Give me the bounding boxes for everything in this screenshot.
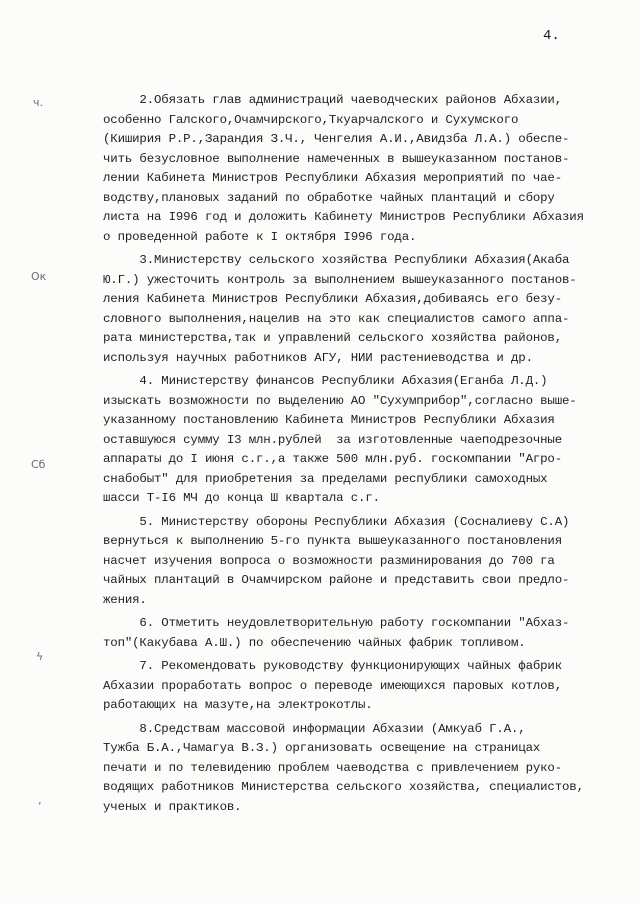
paragraph-p4	[103, 372, 623, 509]
text-line: указанному постановлению Кабинета Министров Республики Абхазия	[103, 413, 555, 427]
paragraph-p8	[103, 720, 623, 818]
text-line: насчет изучения вопроса о возможности разминирования до 700 га	[103, 553, 555, 568]
text-line: 8.Средствам массовой информации Абхазии (Амкуаб Г.А.,	[103, 721, 526, 736]
paragraph-p3	[103, 251, 623, 368]
text-line: шасси Т-I6 МЧ до конца Ш квартала с.г.	[103, 491, 380, 505]
text-line: работающих на мазуте,на электрокотлы.	[103, 698, 373, 712]
margin-mark: Сб	[31, 458, 46, 471]
text-line: ления Кабинета Министров Республики Абхазия,добиваясь его безу-	[103, 292, 562, 306]
text-line: жения.	[103, 592, 147, 607]
margin-mark: ч.	[33, 96, 43, 109]
text-line: 4. Министерству финансов Республики Абхазия(Еганба Л.Д.)	[103, 374, 548, 388]
text-line: Абхазии проработать вопрос о переводе имеющихся паровых котлов,	[103, 678, 562, 693]
text-line: рата министерства,так и управлений сельского хозяйства районов,	[103, 331, 562, 345]
text-line: (Киширия Р.Р.,Зарандия З.Ч., Ченгелия А.И.,Авидзба Л.А.) обеспе-	[103, 132, 570, 146]
text-line: изыскать возможности по выделению АО "Сухумприбор",согласно выше-	[103, 393, 577, 408]
text-line: 2.Обязать глав администраций чаеводческих районов Абхазии,	[103, 93, 562, 107]
text-line: используя научных работников АГУ, НИИ растениеводства и др.	[103, 350, 533, 365]
text-line: 5. Министерству обороны Республики Абхазия (Сосналиеву С.А)	[103, 514, 570, 529]
text-line: Ю.Г.) ужесточить контроль за выполнением вышеуказанного постанов-	[103, 272, 577, 287]
text-line: лении Кабинета Министров Республики Абхазия мероприятий по чае-	[103, 171, 562, 185]
paragraph-p2	[103, 91, 623, 247]
document-body	[103, 91, 623, 817]
text-line: особенно Галского,Очамчирского,Ткуарчалского и Сухумского	[103, 112, 519, 127]
paragraph-p5	[103, 513, 623, 611]
text-line: аппараты до I июня с.г.,а также 500 млн.руб. госкомпании "Агро-	[103, 452, 562, 466]
text-line: 3.Министерству сельского хозяйства Республики Абхазия(Акаба	[103, 253, 570, 267]
text-line: чайных плантаций в Очамчирском районе и представить свои предло-	[103, 573, 570, 587]
text-line: чить безусловное выполнение намеченных в вышеуказанном постанов-	[103, 151, 570, 166]
page-number: 4.	[543, 28, 560, 44]
text-line: снабобыт" для приобретения за пределами республики самоходных	[103, 471, 548, 486]
paragraph-p6	[103, 614, 623, 653]
text-line: 6. Отметить неудовлетворительную работу госкомпании "Абхаз-	[103, 616, 570, 630]
margin-mark: ϟ	[36, 650, 44, 663]
text-line: водству,плановых заданий по обработке чайных плантаций и сбору	[103, 190, 555, 205]
text-line: печати и по телевидению проблем чаеводства с привлечением руко-	[103, 760, 562, 775]
text-line: водящих работников Министерства сельского хозяйства, специалистов,	[103, 780, 584, 794]
text-line: ученых и практиков.	[103, 799, 242, 814]
text-line: 7. Рекомендовать руководству функционирующих чайных фабрик	[103, 659, 562, 673]
text-line: словного выполнения,нацелив на это как специалистов самого аппа-	[103, 311, 570, 326]
paragraph-p7	[103, 657, 623, 716]
text-line: оставшуюся сумму I3 млн.рублей за изготовленные чаеподрезочные	[103, 432, 562, 447]
text-line: о проведенной работе к I октября I996 года.	[103, 229, 417, 244]
margin-mark: Ок	[31, 270, 47, 283]
text-line: Тужба Б.А.,Чамагуа В.З.) организовать освещение на страницах	[103, 741, 541, 755]
text-line: листа на I996 год и доложить Кабинету Министров Республики Абхазия	[103, 210, 584, 224]
text-line: топ"(Какубава А.Ш.) по обеспечению чайных фабрик топливом.	[103, 635, 526, 650]
text-line: вернуться к выполнению 5-го пункта вышеуказанного постановления	[103, 534, 562, 548]
margin-mark: ʼ	[38, 800, 42, 813]
